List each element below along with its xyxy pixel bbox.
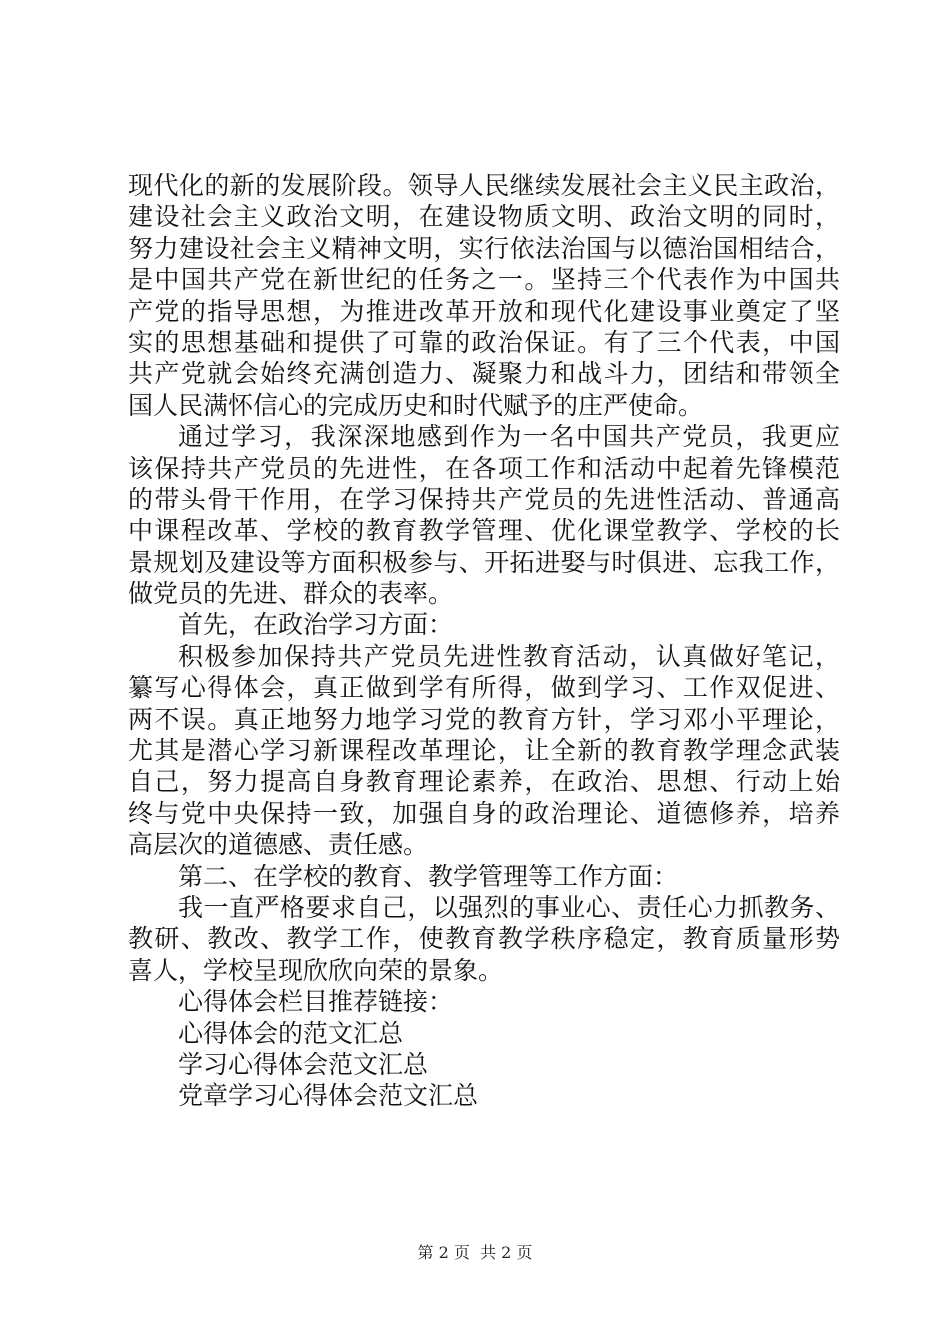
text-line: 心得体会栏目推荐链接： bbox=[178, 987, 454, 1017]
text-line: 纂写心得体会，真正做到学有所得，做到学习、工作双促进、 bbox=[128, 673, 840, 703]
text-line: 学习心得体会范文汇总 bbox=[178, 1049, 429, 1079]
text-line: 产党的指导思想，为推进改革开放和现代化建设事业奠定了坚 bbox=[128, 296, 840, 326]
text-line: 党章学习心得体会范文汇总 bbox=[178, 1081, 479, 1111]
text-line: 现代化的新的发展阶段。领导人民继续发展社会主义民主政治， bbox=[128, 171, 840, 200]
text-line: 首先，在政治学习方面： bbox=[178, 610, 454, 640]
text-line: 是中国共产党在新世纪的任务之一。坚持三个代表作为中国共 bbox=[128, 265, 840, 295]
text-line: 的带头骨干作用，在学习保持共产党员的先进性活动、普通高 bbox=[128, 484, 840, 514]
page-footer bbox=[0, 1243, 950, 1263]
text-line: 通过学习，我深深地感到作为一名中国共产党员，我更应 bbox=[178, 422, 840, 452]
text-line: 尤其是潜心学习新课程改革理论，让全新的教育教学理念武装 bbox=[128, 736, 840, 766]
text-line: 高层次的道德感、责任感。 bbox=[128, 830, 429, 860]
text-line: 我一直严格要求自己，以强烈的事业心、责任心力抓教务、 bbox=[178, 892, 840, 922]
document-body bbox=[128, 170, 840, 1112]
text-line: 教研、教改、教学工作，使教育教学秩序稳定，教育质量形势 bbox=[128, 924, 840, 954]
text-line: 做党员的先进、群众的表率。 bbox=[128, 579, 454, 609]
page-number-label: 第 2 页 共 2 页 bbox=[417, 1243, 533, 1262]
text-line: 共产党就会始终充满创造力、凝聚力和战斗力，团结和带领全 bbox=[128, 359, 840, 389]
text-line: 建设社会主义政治文明，在建设物质文明、政治文明的同时， bbox=[128, 202, 840, 232]
text-line: 积极参加保持共产党员先进性教育活动，认真做好笔记， bbox=[178, 641, 840, 671]
text-line: 喜人，学校呈现欣欣向荣的景象。 bbox=[128, 955, 504, 985]
text-line: 心得体会的范文汇总 bbox=[178, 1018, 404, 1048]
text-line: 努力建设社会主义精神文明，实行依法治国与以德治国相结合， bbox=[128, 233, 840, 263]
text-line: 两不误。真正地努力地学习党的教育方针，学习邓小平理论， bbox=[128, 704, 840, 734]
text-line: 该保持共产党员的先进性，在各项工作和活动中起着先锋模范 bbox=[128, 453, 840, 483]
text-line: 景规划及建设等方面积极参与、开拓进娶与时俱进、忘我工作， bbox=[128, 547, 840, 577]
text-line: 终与党中央保持一致，加强自身的政治理论、道德修养，培养 bbox=[128, 798, 840, 828]
text-line: 实的思想基础和提供了可靠的政治保证。有了三个代表，中国 bbox=[128, 327, 840, 357]
text-line: 自己，努力提高自身教育理论素养，在政治、思想、行动上始 bbox=[128, 767, 840, 797]
text-line: 第二、在学校的教育、教学管理等工作方面： bbox=[178, 861, 679, 891]
text-line: 国人民满怀信心的完成历史和时代赋予的庄严使命。 bbox=[128, 390, 704, 420]
text-line: 中课程改革、学校的教育教学管理、优化课堂教学、学校的长 bbox=[128, 516, 840, 546]
